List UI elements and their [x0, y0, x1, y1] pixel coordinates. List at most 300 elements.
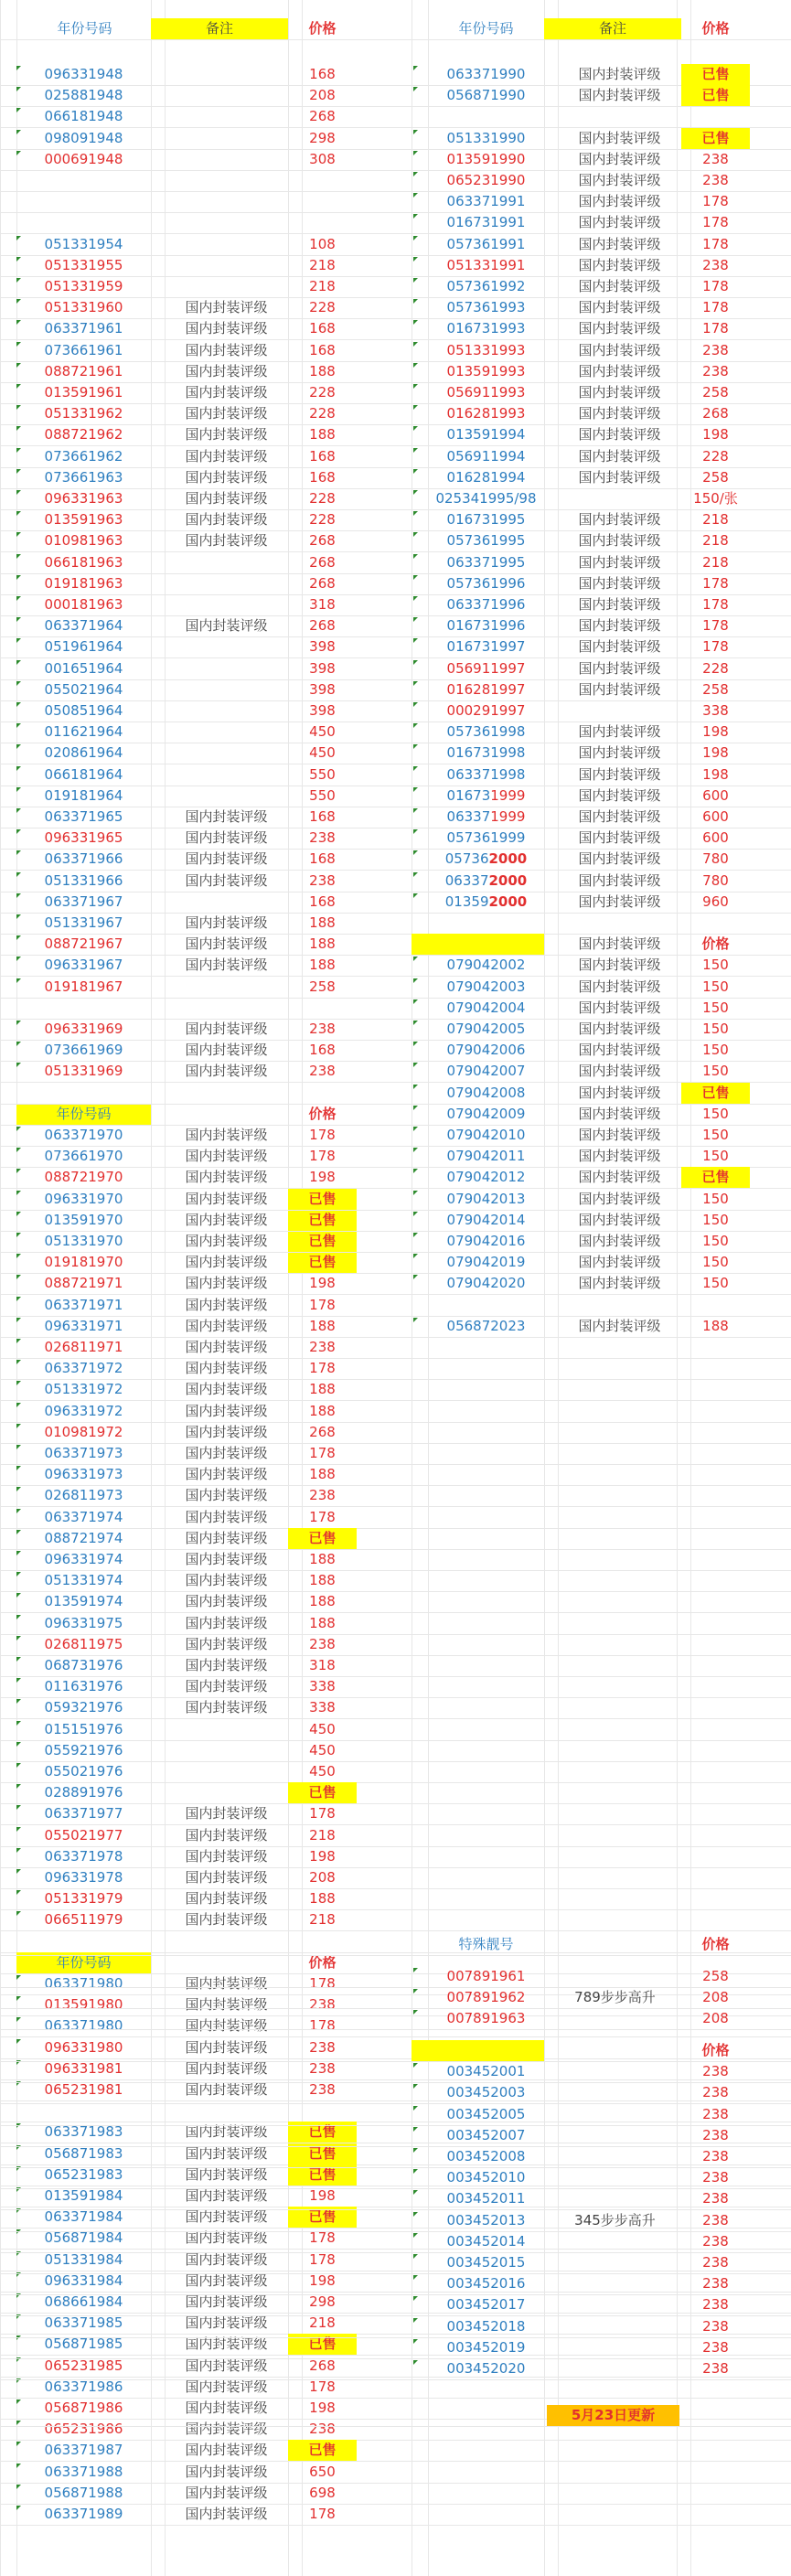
table-row — [0, 1273, 791, 1295]
year-code: 016281997 — [446, 680, 526, 698]
table-row — [0, 1507, 791, 1529]
price-cell: 238 — [702, 2275, 729, 2293]
year-code: 063371974 — [44, 1508, 123, 1525]
year-code: 051331959 — [44, 278, 123, 294]
price-cell: 150 — [702, 1105, 729, 1122]
price-cell: 398 — [309, 659, 336, 677]
year-code: 079042012 — [446, 1169, 526, 1186]
sold-badge: 已售 — [288, 1528, 357, 1549]
cell-corner-marker — [413, 236, 418, 240]
price-cell: 188 — [309, 362, 336, 379]
price-cell: 198 — [309, 2187, 336, 2204]
note-cell: 国内封装评级 — [185, 1508, 268, 1525]
year-code: 096331971 — [44, 1317, 123, 1334]
table-row — [0, 1125, 791, 1147]
year-code: 003452018 — [446, 2317, 526, 2335]
price-cell: 268 — [309, 108, 336, 125]
note-cell: 国内封装评级 — [578, 447, 661, 465]
special-title: 特殊靓号 — [458, 1936, 514, 1952]
year-code: 073661969 — [44, 1042, 123, 1059]
sold-badge: 已售 — [681, 64, 750, 85]
cell-corner-marker — [16, 1572, 21, 1577]
note-cell: 国内封装评级 — [578, 638, 661, 656]
price-cell: 178 — [309, 2506, 336, 2522]
price-cell: 238 — [309, 2421, 336, 2438]
note-cell: 国内封装评级 — [578, 129, 661, 146]
note-cell: 国内封装评级 — [185, 384, 268, 401]
note-cell: 国内封装评级 — [185, 1826, 268, 1844]
price-cell: 178 — [309, 1975, 336, 1992]
year-code: 063371986 — [44, 2378, 123, 2395]
note-cell: 国内封装评级 — [578, 362, 661, 379]
price-cell: 168 — [309, 1042, 336, 1059]
price-cell: 150 — [702, 1254, 729, 1271]
cell-corner-marker — [413, 1148, 418, 1152]
year-code: 003452001 — [446, 2063, 526, 2080]
cell-corner-marker — [413, 214, 418, 219]
price-cell: 178 — [702, 320, 729, 337]
note-cell: 国内封装评级 — [578, 786, 661, 804]
note-cell: 国内封装评级 — [185, 1233, 268, 1249]
year-code: 096331981 — [44, 2059, 123, 2077]
table-row — [0, 658, 791, 680]
cell-corner-marker — [413, 744, 418, 749]
year-code — [428, 892, 544, 913]
year-code: 096331963 — [44, 490, 123, 507]
price-cell: 268 — [309, 574, 336, 592]
special-header — [0, 2040, 791, 2062]
cell-corner-marker — [413, 511, 418, 516]
price-cell: 600 — [702, 786, 729, 804]
note-cell: 国内封装评级 — [578, 1105, 661, 1122]
table-row — [0, 1167, 791, 1189]
year-code: 068661984 — [44, 2293, 123, 2310]
note-cell: 国内封装评级 — [578, 1127, 661, 1143]
year-code: 010981963 — [44, 532, 123, 550]
price-cell: 198 — [309, 2400, 336, 2416]
price-cell: 218 — [702, 532, 729, 550]
year-code: 073661970 — [44, 1148, 123, 1165]
cell-corner-marker — [413, 2339, 418, 2344]
year-code: 055021977 — [44, 1826, 123, 1844]
note-cell: 国内封装评级 — [185, 1296, 268, 1313]
cell-corner-marker — [413, 999, 418, 1004]
year-column-header: 年份号码 — [57, 20, 112, 37]
price-cell: 198 — [309, 1275, 336, 1292]
year-column-header — [412, 934, 544, 955]
year-code: 096331948 — [44, 66, 123, 82]
cell-corner-marker — [413, 1085, 418, 1089]
price-cell: 238 — [702, 2126, 729, 2143]
year-code: 057361993 — [446, 299, 526, 316]
cell-corner-marker — [413, 617, 418, 622]
year-code: 096331980 — [44, 2038, 123, 2056]
price-cell: 258 — [309, 978, 336, 995]
special-row — [0, 1966, 791, 1988]
table-row — [0, 1909, 791, 1931]
note-cell: 国内封装评级 — [185, 1635, 268, 1652]
cell-corner-marker — [413, 1212, 418, 1216]
table-row — [0, 297, 791, 319]
cell-corner-marker — [16, 1827, 21, 1832]
table-row — [0, 1591, 791, 1613]
cell-corner-marker — [16, 1509, 21, 1513]
year-code: 019181963 — [44, 574, 123, 592]
year-code: 063371983 — [44, 2123, 123, 2141]
table-row — [0, 1464, 791, 1486]
price-cell: 198 — [702, 765, 729, 783]
note-cell: 国内封装评级 — [185, 1275, 268, 1292]
cell-corner-marker — [16, 1615, 21, 1619]
year-code: 063371980 — [44, 1975, 123, 1992]
table-row — [0, 1761, 791, 1783]
note-cell: 国内封装评级 — [185, 2271, 268, 2289]
table-row — [0, 807, 791, 828]
price-cell: 238 — [702, 362, 729, 379]
cell-corner-marker — [413, 2190, 418, 2195]
note-cell: 国内封装评级 — [185, 447, 268, 465]
year-code: 000691948 — [44, 150, 123, 167]
price-cell: 150 — [702, 1127, 729, 1143]
year-code: 096331974 — [44, 1551, 123, 1567]
year-code: 063371980 — [44, 2017, 123, 2035]
year-code: 011621964 — [44, 723, 123, 741]
special-row — [0, 2252, 791, 2274]
price-cell: 450 — [309, 1741, 336, 1758]
table-row — [0, 977, 791, 999]
code-year-highlight: 2000 — [488, 893, 528, 910]
price-cell: 960 — [702, 893, 729, 910]
price-cell: 178 — [309, 1508, 336, 1525]
special-row — [0, 2358, 791, 2380]
year-code: 063371988 — [44, 2463, 123, 2480]
cell-corner-marker — [413, 2212, 418, 2217]
year-code: 088721967 — [44, 935, 123, 953]
price-cell: 228 — [309, 511, 336, 529]
cell-corner-marker — [413, 723, 418, 728]
price-cell: 238 — [309, 1487, 336, 1504]
table-row — [0, 2504, 791, 2526]
note-cell: 国内封装评级 — [185, 1317, 268, 1334]
cell-corner-marker — [16, 1678, 21, 1683]
note-cell: 国内封装评级 — [578, 341, 661, 358]
price-cell: 238 — [309, 1339, 336, 1355]
year-code: 016281994 — [446, 468, 526, 486]
table-row — [0, 552, 791, 574]
cell-corner-marker — [413, 660, 418, 665]
note-cell: 国内封装评级 — [185, 1063, 268, 1080]
note-cell: 国内封装评级 — [185, 871, 268, 889]
note-cell: 国内封装评级 — [185, 1423, 268, 1440]
year-code: 063371971 — [44, 1296, 123, 1313]
price-cell: 268 — [309, 617, 336, 635]
year-code: 050851964 — [44, 702, 123, 719]
table-row — [0, 340, 791, 362]
year-code: 001651964 — [44, 659, 123, 677]
price-cell: 178 — [702, 193, 729, 210]
year-code: 066181964 — [44, 765, 123, 783]
year-code: 079042009 — [446, 1105, 526, 1122]
year-code: 016731996 — [446, 617, 526, 635]
note-cell: 国内封装评级 — [578, 1211, 661, 1228]
table-row — [0, 1613, 791, 1635]
note-cell: 国内封装评级 — [578, 680, 661, 698]
year-code: 051331967 — [44, 914, 123, 931]
price-cell: 338 — [309, 1678, 336, 1695]
price-cell: 188 — [309, 1466, 336, 1483]
price-cell: 238 — [702, 2317, 729, 2335]
table-row — [0, 743, 791, 764]
cell-corner-marker — [413, 681, 418, 686]
note-cell: 国内封装评级 — [185, 320, 268, 337]
note-cell: 国内封装评级 — [185, 914, 268, 931]
note-cell: 国内封装评级 — [578, 172, 661, 188]
note-cell: 国内封装评级 — [578, 1042, 661, 1059]
price-cell: 600 — [702, 829, 729, 847]
price-cell: 398 — [309, 680, 336, 698]
cell-corner-marker — [413, 2360, 418, 2365]
cell-corner-marker — [413, 130, 418, 134]
price-cell: 188 — [309, 1593, 336, 1610]
note-cell: 国内封装评级 — [578, 214, 661, 231]
year-code: 073661963 — [44, 468, 123, 486]
year-code: 051331960 — [44, 299, 123, 316]
cell-corner-marker — [413, 872, 418, 877]
price-cell: 238 — [702, 150, 729, 167]
year-code: 079042002 — [446, 957, 526, 974]
price-cell: 318 — [309, 1657, 336, 1673]
price-cell: 238 — [309, 1996, 336, 2014]
table-row — [0, 1846, 791, 1868]
price-cell: 238 — [702, 2338, 729, 2356]
note-cell: 国内封装评级 — [578, 999, 661, 1016]
note-cell: 国内封装评级 — [185, 490, 268, 507]
note-cell: 国内封装评级 — [578, 808, 661, 825]
sold-badge: 已售 — [681, 1167, 750, 1188]
price-cell: 238 — [702, 2063, 729, 2080]
sold-badge: 已售 — [288, 1252, 357, 1273]
note-cell: 国内封装评级 — [578, 299, 661, 316]
year-code: 063371987 — [44, 2442, 123, 2459]
year-code: 056871984 — [44, 2229, 123, 2247]
price-cell: 150 — [702, 1233, 729, 1249]
price-cell: 188 — [309, 935, 336, 953]
note-cell: 国内封装评级 — [185, 2144, 268, 2162]
year-column-header: 年份号码 — [16, 1952, 151, 1973]
year-code: 000291997 — [446, 702, 526, 719]
note-cell: 国内封装评级 — [578, 978, 661, 995]
price-cell: 178 — [702, 617, 729, 635]
note-cell: 国内封装评级 — [578, 553, 661, 571]
table-row — [0, 1443, 791, 1465]
price-cell: 398 — [309, 702, 336, 719]
table-row — [0, 615, 791, 637]
year-code: 051331993 — [446, 341, 526, 358]
note-cell: 国内封装评级 — [185, 1699, 268, 1716]
year-code: 096331967 — [44, 957, 123, 974]
price-cell: 178 — [309, 2017, 336, 2035]
price-cell: 188 — [309, 1381, 336, 1398]
cell-corner-marker — [413, 829, 418, 834]
price-cell: 150/张 — [693, 490, 738, 507]
table-row — [0, 1189, 791, 1211]
note-cell: 国内封装评级 — [185, 2123, 268, 2141]
note-cell: 国内封装评级 — [578, 1084, 661, 1101]
special-row — [0, 2008, 791, 2030]
cell-corner-marker — [413, 299, 418, 304]
note-cell: 国内封装评级 — [185, 1402, 268, 1419]
note-cell: 国内封装评级 — [578, 532, 661, 550]
cell-corner-marker — [413, 320, 418, 325]
code-year-highlight: 2000 — [488, 871, 528, 889]
note-cell: 国内封装评级 — [578, 829, 661, 847]
price-cell: 450 — [309, 723, 336, 741]
note-cell: 国内封装评级 — [185, 2421, 268, 2438]
code-year-highlight: 1999 — [490, 786, 526, 804]
year-code: 096331972 — [44, 1402, 123, 1419]
note-cell: 国内封装评级 — [578, 744, 661, 762]
special-row — [0, 2273, 791, 2295]
price-cell: 178 — [309, 2229, 336, 2247]
price-cell: 228 — [309, 299, 336, 316]
note-cell: 国内封装评级 — [185, 2165, 268, 2183]
update-note: 5月23日更新 — [547, 2405, 679, 2426]
note-cell: 国内封装评级 — [185, 532, 268, 550]
year-code: 003452005 — [446, 2105, 526, 2122]
year-column-header: 年份号码 — [16, 1104, 151, 1125]
year-code: 079042013 — [446, 1190, 526, 1207]
year-code — [428, 807, 544, 828]
note-cell: 国内封装评级 — [185, 2229, 268, 2247]
sold-badge: 已售 — [288, 1210, 357, 1231]
note-cell: 国内封装评级 — [185, 1021, 268, 1037]
cell-corner-marker — [16, 1911, 21, 1916]
cell-corner-marker — [16, 1784, 21, 1789]
year-code: 063371996 — [446, 596, 526, 613]
year-code: 057361992 — [446, 278, 526, 294]
price-cell: 298 — [309, 129, 336, 146]
note-cell: 国内封装评级 — [185, 468, 268, 486]
year-code: 079042004 — [446, 999, 526, 1016]
price-column-header: 价格 — [701, 20, 730, 37]
price-cell: 338 — [702, 702, 729, 719]
price-cell: 198 — [702, 744, 729, 762]
sold-badge: 已售 — [288, 1231, 357, 1252]
cell-corner-marker — [413, 363, 418, 368]
price-cell: 218 — [309, 1826, 336, 1844]
year-code: 013591970 — [44, 1211, 123, 1228]
special-row — [0, 2231, 791, 2253]
cell-corner-marker — [413, 1127, 418, 1131]
year-code: 051331972 — [44, 1381, 123, 1398]
table-row — [0, 828, 791, 850]
table-row — [0, 998, 791, 1020]
year-code: 051961964 — [44, 638, 123, 656]
cell-corner-marker — [413, 2106, 418, 2111]
sold-badge: 已售 — [681, 85, 750, 106]
year-code: 003452008 — [446, 2148, 526, 2164]
note-cell: 国内封装评级 — [185, 1529, 268, 1546]
special-row — [0, 2146, 791, 2168]
year-code: 065231981 — [44, 2081, 123, 2098]
table-row — [0, 1867, 791, 1889]
table-row — [0, 721, 791, 743]
note-cell: 国内封装评级 — [185, 405, 268, 422]
code-prefix: 01359 — [444, 893, 489, 910]
table-row — [0, 594, 791, 616]
note-cell: 国内封装评级 — [185, 850, 268, 868]
note-cell: 国内封装评级 — [185, 1169, 268, 1186]
price-cell: 188 — [309, 1317, 336, 1334]
price-column-header: 价格 — [308, 1953, 337, 1971]
table-row — [0, 106, 791, 128]
note-cell: 国内封装评级 — [185, 2463, 268, 2480]
note-cell: 国内封装评级 — [185, 2059, 268, 2077]
note-cell: 国内封装评级 — [185, 2442, 268, 2459]
year-code: 051331991 — [446, 256, 526, 273]
cell-corner-marker — [413, 278, 418, 283]
price-cell: 178 — [702, 638, 729, 656]
cell-corner-marker — [413, 1989, 418, 1993]
year-code: 079042006 — [446, 1042, 526, 1059]
price-cell: 650 — [309, 2463, 336, 2480]
note-cell: 国内封装评级 — [185, 957, 268, 974]
year-code: 019181964 — [44, 786, 123, 804]
year-code: 013591961 — [44, 384, 123, 401]
year-code: 003452013 — [446, 2211, 526, 2229]
note-cell: 国内封装评级 — [185, 1211, 268, 1228]
price-cell: 168 — [309, 893, 336, 910]
table-row — [0, 1888, 791, 1910]
price-cell: 308 — [309, 150, 336, 167]
table-row — [0, 128, 791, 150]
table-row — [0, 1210, 791, 1232]
sold-badge: 已售 — [681, 128, 750, 149]
price-cell: 238 — [309, 871, 336, 889]
note-cell: 国内封装评级 — [185, 2081, 268, 2098]
cell-corner-marker — [16, 2442, 21, 2446]
note-cell: 国内封装评级 — [578, 511, 661, 529]
price-cell: 198 — [309, 1169, 336, 1186]
cell-corner-marker — [413, 87, 418, 91]
year-code: 057361998 — [446, 723, 526, 741]
year-code: 056871988 — [44, 2484, 123, 2501]
note-cell: 国内封装评级 — [578, 66, 661, 82]
cell-corner-marker — [413, 575, 418, 580]
year-code: 063371967 — [44, 893, 123, 910]
sold-badge: 已售 — [288, 2122, 357, 2143]
year-code: 056872023 — [446, 1317, 526, 1334]
year-code: 057361995 — [446, 532, 526, 550]
price-cell: 198 — [309, 2271, 336, 2289]
price-cell: 228 — [309, 490, 336, 507]
year-code: 003452014 — [446, 2232, 526, 2250]
note-cell: 国内封装评级 — [578, 193, 661, 210]
table-row — [0, 1549, 791, 1571]
note-cell: 国内封装评级 — [185, 426, 268, 444]
cell-corner-marker — [413, 2148, 418, 2153]
cell-corner-marker — [413, 2063, 418, 2068]
note-cell: 国内封装评级 — [185, 1678, 268, 1695]
price-cell: 178 — [309, 1296, 336, 1313]
note-cell: 国内封装评级 — [185, 1445, 268, 1461]
price-cell: 780 — [702, 850, 729, 868]
price-cell: 258 — [702, 1967, 729, 1984]
price-cell: 218 — [702, 511, 729, 529]
price-cell: 150 — [702, 1042, 729, 1059]
table-row — [0, 170, 791, 192]
year-code: 015151976 — [44, 1720, 123, 1737]
